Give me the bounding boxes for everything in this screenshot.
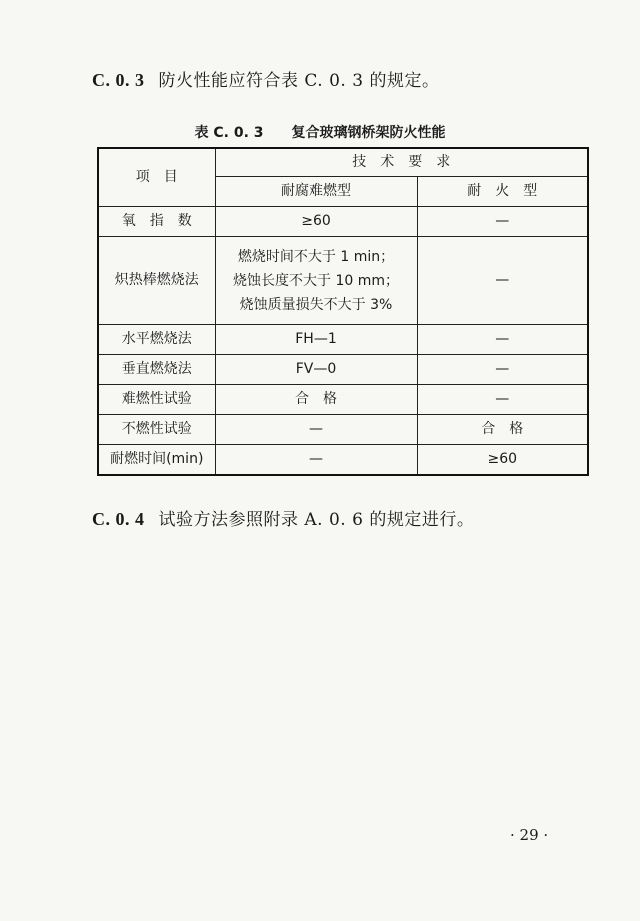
header-item-cell: 项 目 [98, 148, 215, 207]
row-col1-cell: ≥60 [215, 207, 417, 237]
row-col2-cell: — [417, 207, 588, 237]
row-col2-cell: — [417, 325, 588, 355]
table-row [98, 385, 588, 415]
table-row [98, 415, 588, 445]
table-row [98, 325, 588, 355]
row-item-cell: 炽热棒燃烧法 [98, 237, 215, 325]
table-caption [0, 122, 640, 142]
row-col1-cell [215, 237, 417, 325]
clause-number: C. 0. 3 [92, 70, 145, 90]
row-col1-cell: 合 格 [215, 385, 417, 415]
requirement-line: 燃烧时间不大于 1 min； [237, 248, 395, 265]
header-col2-cell: 耐 火 型 [417, 177, 588, 207]
row-item-cell: 耐燃时间(min) [98, 445, 215, 476]
clause-text: 试验方法参照附录 A. 0. 6 的规定进行。 [158, 510, 475, 530]
table-header-row [98, 148, 588, 177]
table-row [98, 237, 588, 325]
header-tech-cell: 技 术 要 求 [215, 148, 588, 177]
row-col2-cell: — [417, 385, 588, 415]
table-caption-number: 表 C. 0. 3 [194, 125, 264, 141]
row-col1-cell: — [215, 445, 417, 476]
row-col1-cell: — [215, 415, 417, 445]
row-col2-cell: — [417, 355, 588, 385]
row-col2-cell: — [417, 237, 588, 325]
fire-performance-table [97, 147, 589, 476]
row-item-cell: 不燃性试验 [98, 415, 215, 445]
clause-c04 [92, 505, 474, 530]
table-row [98, 207, 588, 237]
clause-text: 防火性能应符合表 C. 0. 3 的规定。 [158, 71, 440, 91]
row-col2-cell: 合 格 [417, 415, 588, 445]
table-row [98, 445, 588, 476]
row-col1-cell: FH—1 [215, 325, 417, 355]
row-col1-cell: FV—0 [215, 355, 417, 385]
table-caption-title: 复合玻璃钢桥架防火性能 [291, 125, 446, 141]
row-item-cell: 难燃性试验 [98, 385, 215, 415]
requirement-line: 烧蚀质量损失不大于 3% [239, 296, 393, 313]
table-row [98, 355, 588, 385]
row-item-cell: 氧 指 数 [98, 207, 215, 237]
header-col1-cell: 耐腐难燃型 [215, 177, 417, 207]
clause-number: C. 0. 4 [92, 509, 145, 529]
row-item-cell: 水平燃烧法 [98, 325, 215, 355]
row-item-cell: 垂直燃烧法 [98, 355, 215, 385]
clause-c03 [92, 66, 439, 91]
row-col2-cell: ≥60 [417, 445, 588, 476]
page-number: · 29 · [510, 826, 549, 844]
requirement-line: 烧蚀长度不大于 10 mm； [233, 272, 399, 289]
